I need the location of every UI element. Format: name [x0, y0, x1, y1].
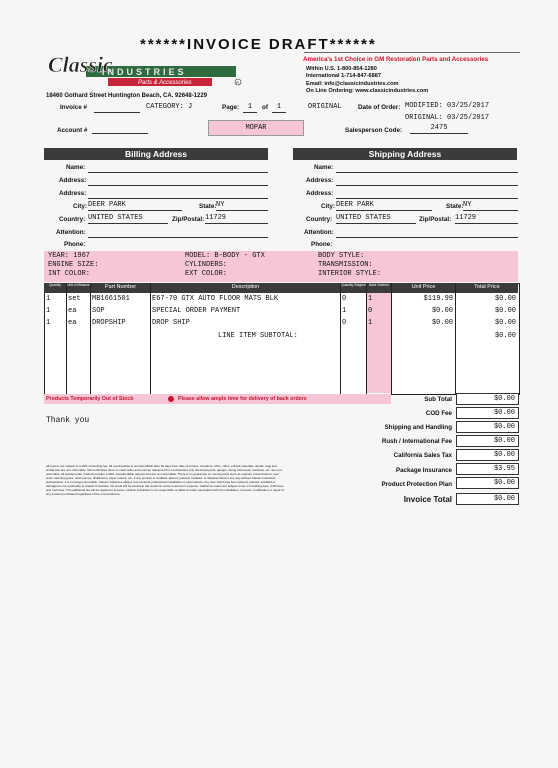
item-unit-price: $119.99: [423, 295, 453, 303]
subtotal-value: $0.00: [456, 393, 519, 405]
billing-name-field: [88, 163, 268, 173]
item-unit-price: $0.00: [431, 319, 453, 327]
invoice-total-value: $0.00: [456, 493, 519, 505]
item-part-number: MB1661501: [92, 295, 130, 303]
billing-address-label: Address:: [59, 177, 87, 184]
item-shipped: 0: [342, 319, 347, 327]
logo-graphic: [46, 52, 246, 96]
page-of-label: of: [262, 104, 268, 111]
col-qty-shipped-header: Quantity Shipped: [341, 283, 366, 287]
col-uom-header: Unit of Measure: [67, 283, 90, 287]
original-marker: ORIGINAL: [308, 103, 342, 111]
category: CATEGORY: J: [146, 103, 193, 111]
original-date: ORIGINAL: 03/25/2017: [405, 114, 490, 122]
billing-address2-label: Address:: [59, 190, 87, 197]
contact-line: International 1-714-847-6887: [306, 73, 381, 80]
col-back-ordered-header: Back Ordered: [369, 283, 389, 287]
shipping-handling-label: Shipping and Handling: [384, 424, 452, 431]
bullet-icon: [168, 396, 174, 402]
protection-plan-value: $0.00: [456, 477, 519, 489]
invoice-title: ******INVOICE DRAFT******: [140, 36, 377, 53]
item-back-ordered: 1: [368, 319, 373, 327]
page-label: Page:: [222, 104, 240, 111]
line-item-subtotal-value: $0.00: [494, 332, 516, 340]
item-shipped: 0: [342, 295, 347, 303]
shipping-phone-label: Phone:: [311, 241, 333, 248]
shipping-phone-field: [336, 240, 518, 250]
item-total-price: $0.00: [494, 295, 516, 303]
item-total-price: $0.00: [494, 307, 516, 315]
col-total-price-header: Total Price: [474, 284, 500, 290]
salesperson-label: Salesperson Code:: [345, 127, 403, 134]
shipping-name-label: Name:: [314, 164, 334, 171]
item-qty: 1: [46, 307, 51, 315]
col-divider: [90, 283, 91, 394]
billing-phone-label: Phone:: [64, 241, 86, 248]
contact-line: On Line Ordering: www.classicindustries.com: [306, 88, 429, 95]
sales-tax-value: $0.00: [456, 449, 519, 461]
shipping-city: DEER PARK: [336, 201, 432, 211]
item-uom: set: [68, 295, 81, 303]
vehicle-year: YEAR: 1967: [48, 252, 91, 260]
invoice-number-field: [94, 103, 140, 113]
shipping-zip: 11729: [455, 214, 518, 224]
modified-date: MODIFIED: 03/25/2017: [405, 102, 490, 110]
shipping-state-label: State:: [446, 203, 464, 210]
svg-text:R: R: [236, 80, 240, 85]
company-contact: [306, 66, 428, 96]
billing-zip: 11729: [205, 214, 268, 224]
item-uom: ea: [68, 319, 77, 327]
line-item-subtotal-label: LINE ITEM SUBTOTAL:: [218, 332, 298, 340]
header-divider: [304, 52, 520, 53]
billing-state: NY: [216, 201, 268, 211]
billing-name-label: Name:: [66, 164, 86, 171]
shipping-attention-field: [336, 228, 518, 238]
shipping-country-label: Country:: [306, 216, 333, 223]
vehicle-info-band: [44, 251, 518, 282]
col-divider: [150, 283, 151, 394]
shipping-country: UNITED STATES: [336, 214, 416, 224]
shipping-attention-label: Attention:: [304, 229, 334, 236]
billing-attention-label: Attention:: [56, 229, 86, 236]
item-qty: 1: [46, 295, 51, 303]
vehicle-cylinders: CYLINDERS:: [185, 261, 228, 269]
item-part-number: SOP: [92, 307, 105, 315]
item-description: DROP SHIP: [152, 319, 190, 327]
billing-phone-field: [88, 240, 268, 250]
shipping-name-field: [336, 163, 518, 173]
package-insurance-value: $3.95: [456, 463, 519, 475]
vehicle-model: MODEL: B-BODY - GTX: [185, 252, 265, 260]
vehicle-interior-style: INTERIOR STYLE:: [318, 270, 382, 278]
billing-country-label: Country:: [59, 216, 86, 223]
contact-line: Within U.S. 1-800-854-1280: [306, 66, 377, 72]
cod-fee-value: $0.00: [456, 407, 519, 419]
protection-plan-label: Product Protection Plan: [381, 481, 452, 488]
billing-zip-label: Zip/Postal:: [172, 216, 205, 223]
company-logo: [46, 52, 246, 96]
col-part-number-header: Part Number: [104, 284, 137, 290]
item-shipped: 1: [342, 307, 347, 315]
make-badge: MOPAR: [208, 120, 304, 136]
vehicle-ext-color: EXT COLOR:: [185, 270, 228, 278]
svg-text:INDUSTRIES: INDUSTRIES: [102, 67, 187, 77]
shipping-city-label: City:: [321, 203, 335, 210]
shipping-address2-field: [336, 189, 518, 199]
item-description: E67-70 GTX AUTO FLOOR MATS BLK: [152, 295, 279, 303]
shipping-address2-label: Address:: [306, 190, 334, 197]
back-order-note: Please allow ample time for delivery of back orders: [178, 396, 307, 402]
item-total-price: $0.00: [494, 319, 516, 327]
shipping-header: Shipping Address: [293, 148, 517, 160]
company-address: 18460 Gothard Street Huntington Beach, CA. 92648-1229: [46, 93, 208, 99]
out-of-stock-note: Products Temporarily Out of Stock: [46, 396, 134, 402]
thank-you-note: Thank you: [46, 416, 90, 425]
date-of-order-label: Date of Order:: [358, 104, 401, 111]
contact-line: Email: info@classicindustries.com: [306, 80, 399, 87]
shipping-address-field: [336, 176, 518, 186]
terms-fine-print: All returns are subject to a 20% restocking fee. All merchandise is nonrefundable after 30 days from date of invoice. Literature, CD's, video, printed materials, decals, tags and similar kits are non-returnable. Gift certificates have no cash value and must be redeemed for merchandise only. Electrical parts, gauges, wiring harnesses, switches, etc. are non-returnable. All special order products require a 50% nonrefundable deposit and are non-returnable. There is no guarantee on moving parts such as engines, transmissions, rear ends, steering gears, relief pumps, distributors, wiper motors, etc. If any product is modified, altered, painted, installed, or disassembled in any way without Classic Industries' authorization, it is no longer returnable. Classic Industries always recommends professional installation on all products. Any item which has been altered, painted, installed or damaged is not returnable to Classic Industries. No credit will be issued to the customer at the customer's expense. California orders are subject to tax on handling fees, COD fees and rush fees. This additional tax will be applied to invoices. Classic Industries is not responsible or liable for labor associated with the installation, removal, modification or repair of any product purchased regardless of the circumstances.: [46, 464, 284, 496]
vehicle-int-color: INT COLOR:: [48, 270, 91, 278]
col-quantity-header: Quantity: [49, 283, 61, 287]
vehicle-transmission: TRANSMISSION:: [318, 261, 373, 269]
col-unit-price-header: Unit Price: [411, 284, 436, 290]
item-qty: 1: [46, 319, 51, 327]
item-description: SPECIAL ORDER PAYMENT: [152, 307, 241, 315]
shipping-state: NY: [463, 201, 518, 211]
shipping-handling-value: $0.00: [456, 421, 519, 433]
item-back-ordered: 1: [368, 295, 373, 303]
col-divider: [366, 283, 367, 394]
billing-header: Billing Address: [44, 148, 268, 160]
col-divider: [340, 283, 341, 394]
subtotal-label: Sub Total: [424, 396, 452, 403]
page-total: 1: [272, 103, 286, 113]
svg-text:Parts & Accessories: Parts & Accessories: [138, 80, 192, 86]
invoice-number-label: Invoice #: [60, 104, 87, 111]
col-divider: [66, 283, 67, 394]
account-number-label: Account #: [57, 127, 88, 134]
salesperson-code: 2475: [410, 124, 468, 134]
billing-state-label: State:: [199, 203, 217, 210]
billing-country: UNITED STATES: [88, 214, 168, 224]
shipping-zip-label: Zip/Postal:: [419, 216, 452, 223]
billing-attention-field: [88, 228, 268, 238]
invoice-total-label: Invoice Total: [403, 495, 452, 504]
company-tagline: America's 1st Choice in GM Restoration Parts and Accessories: [303, 56, 489, 63]
shipping-address-label: Address:: [306, 177, 334, 184]
sales-tax-label: California Sales Tax: [393, 452, 452, 459]
page-number: 1: [243, 103, 257, 113]
account-number-field: [92, 124, 148, 134]
billing-city: DEER PARK: [88, 201, 182, 211]
col-description-header: Description: [231, 284, 260, 290]
vehicle-body-style: BODY STYLE:: [318, 252, 365, 260]
cod-fee-label: COD Fee: [425, 410, 452, 417]
billing-address-field: [88, 176, 268, 186]
item-uom: ea: [68, 307, 77, 315]
package-insurance-label: Package Insurance: [395, 467, 452, 474]
rush-fee-value: $0.00: [456, 435, 519, 447]
rush-fee-label: Rush / International Fee: [381, 438, 452, 445]
billing-address2-field: [88, 189, 268, 199]
billing-city-label: City:: [73, 203, 87, 210]
item-part-number: DROPSHIP: [92, 319, 126, 327]
vehicle-engine: ENGINE SIZE:: [48, 261, 99, 269]
item-unit-price: $0.00: [431, 307, 453, 315]
svg-text:Classic: Classic: [48, 52, 113, 77]
item-back-ordered: 0: [368, 307, 373, 315]
